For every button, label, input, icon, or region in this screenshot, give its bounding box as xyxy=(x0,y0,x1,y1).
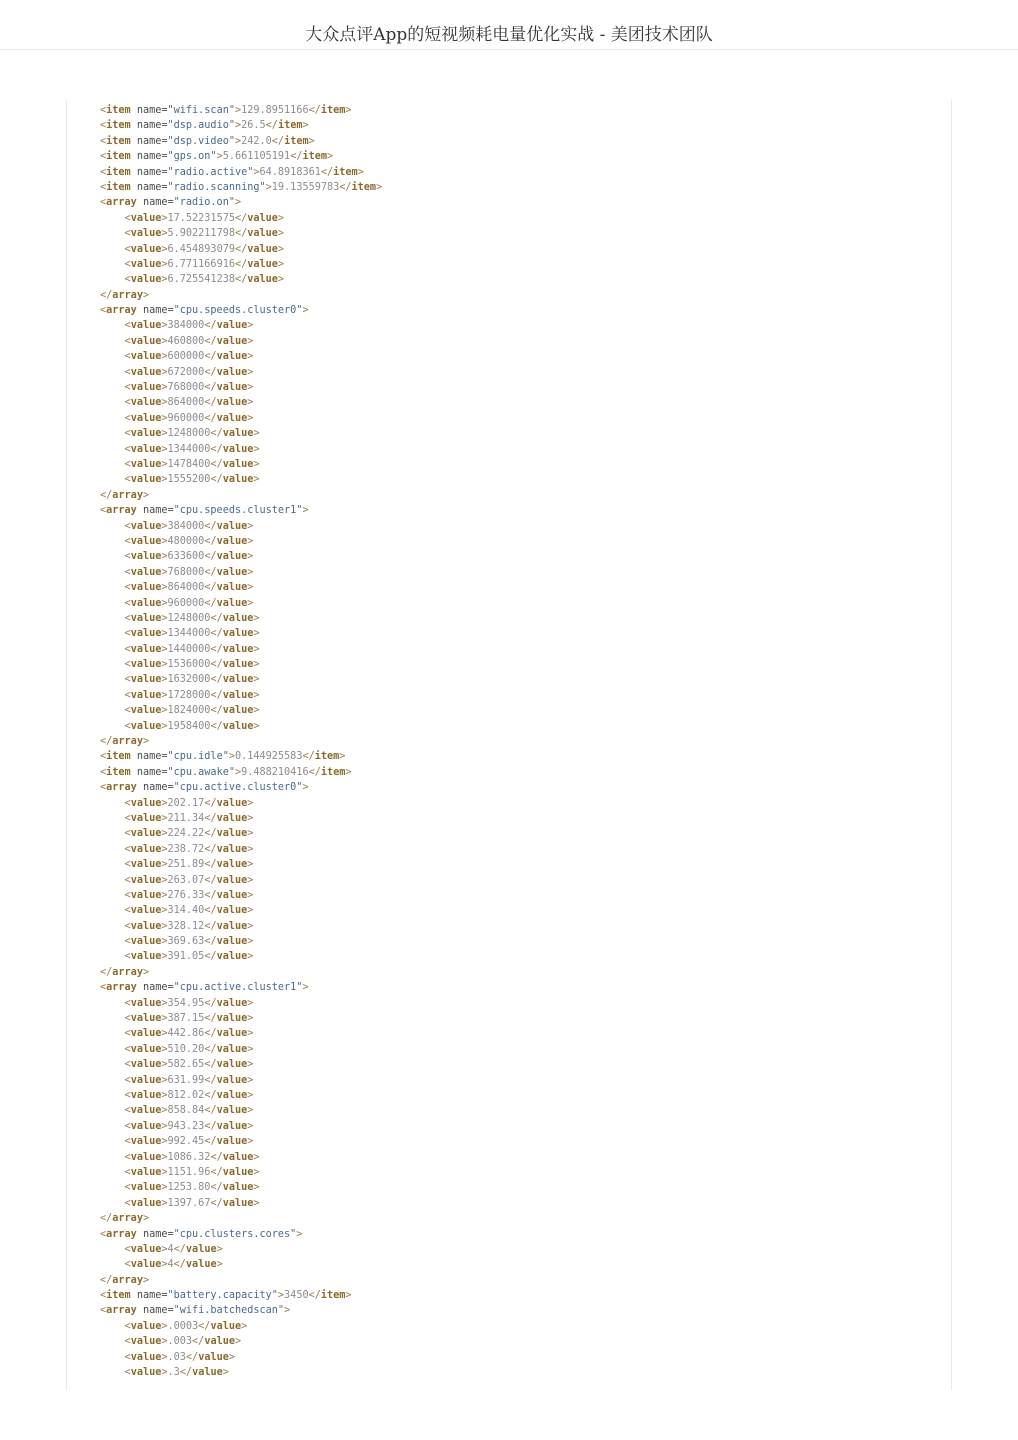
code-line: <value>6.725541238</value> xyxy=(124,274,285,286)
code-line: <value>510.20</value> xyxy=(124,1043,254,1055)
item-name: "dsp.audio" xyxy=(167,120,235,132)
value-text: 1824000 xyxy=(167,705,211,717)
value-text: 5.902211798 xyxy=(167,228,235,240)
code-line: </array> xyxy=(100,736,150,748)
value-text: 6.725541238 xyxy=(167,274,235,286)
code-line: <value>224.22</value> xyxy=(124,828,254,840)
code-line: <value>1440000</value> xyxy=(124,643,260,655)
value-text: 384000 xyxy=(167,320,205,332)
value-text: 1536000 xyxy=(167,659,211,671)
code-line: <value>768000</value> xyxy=(124,382,254,394)
code-line: <array name="cpu.active.cluster1"> xyxy=(100,982,309,994)
value-text: 1253.80 xyxy=(167,1182,211,1194)
code-line: <item name="dsp.audio">26.5</item> xyxy=(100,120,309,132)
value-text: 251.89 xyxy=(167,859,205,871)
value-text: 4 xyxy=(167,1259,174,1271)
code-line: <item name="dsp.video">242.0</item> xyxy=(100,135,315,147)
value-text: 960000 xyxy=(167,412,205,424)
value-text: 202.17 xyxy=(167,797,205,809)
array-name: "cpu.speeds.cluster0" xyxy=(173,305,303,317)
code-line: <value>960000</value> xyxy=(124,412,254,424)
code-line: <item name="radio.active">64.8918361</item> xyxy=(100,166,364,178)
item-name: "cpu.idle" xyxy=(167,751,229,763)
code-line: <value>387.15</value> xyxy=(124,1013,254,1025)
code-line: <value>328.12</value> xyxy=(124,920,254,932)
code-line: <value>4</value> xyxy=(124,1259,223,1271)
code-line: <value>480000</value> xyxy=(124,535,254,547)
item-value: 64.8918361 xyxy=(259,166,321,178)
code-line: <value>600000</value> xyxy=(124,351,254,363)
item-value: 26.5 xyxy=(241,120,266,132)
item-value: 0.144925583 xyxy=(234,751,303,763)
value-text: 6.454893079 xyxy=(167,243,235,255)
value-text: 768000 xyxy=(167,566,205,578)
item-name: "radio.scanning" xyxy=(167,181,266,193)
value-text: 17.52231575 xyxy=(167,212,235,224)
item-value: 19.13559783 xyxy=(271,181,340,193)
code-line: <item name="wifi.scan">129.8951166</item> xyxy=(100,105,352,116)
code-line: <array name="radio.on"> xyxy=(100,197,242,209)
value-text: 992.45 xyxy=(167,1136,205,1148)
page-title: 大众点评App的短视频耗电量优化实战 - 美团技术团队 xyxy=(305,25,713,45)
code-line: <array name="cpu.speeds.cluster1"> xyxy=(100,505,309,517)
value-text: 768000 xyxy=(167,382,205,394)
code-line: <value>1248000</value> xyxy=(124,612,260,624)
value-text: 1086.32 xyxy=(167,1151,211,1163)
code-line: <value>943.23</value> xyxy=(124,1120,254,1132)
value-text: 387.15 xyxy=(167,1013,205,1025)
code-line: <value>960000</value> xyxy=(124,597,254,609)
array-name: "cpu.active.cluster0" xyxy=(173,782,303,794)
code-line: <value>.0003</value> xyxy=(124,1320,248,1332)
array-name: "cpu.clusters.cores" xyxy=(173,1228,297,1240)
code-line: <value>314.40</value> xyxy=(124,905,254,917)
code-line: </array> xyxy=(100,289,150,301)
code-line: <value>369.63</value> xyxy=(124,936,254,948)
code-line: <item name="radio.scanning">19.13559783</item> xyxy=(100,181,383,193)
code-line: <value>17.52231575</value> xyxy=(124,212,285,224)
value-text: 224.22 xyxy=(167,828,205,840)
value-text: 354.95 xyxy=(167,997,205,1009)
code-line: <value>6.454893079</value> xyxy=(124,243,285,255)
value-text: 1632000 xyxy=(167,674,211,686)
value-text: 510.20 xyxy=(167,1043,205,1055)
item-value: 5.661105191 xyxy=(222,151,291,163)
code-line: </array> xyxy=(100,1274,150,1286)
value-text: 442.86 xyxy=(167,1028,205,1040)
value-text: 864000 xyxy=(167,582,205,594)
value-text: .03 xyxy=(167,1351,186,1363)
code-line: <value>354.95</value> xyxy=(124,997,254,1009)
value-text: 384000 xyxy=(167,520,205,532)
value-text: 858.84 xyxy=(167,1105,205,1117)
value-text: 864000 xyxy=(167,397,205,409)
code-line: <value>672000</value> xyxy=(124,366,254,378)
code-line: </array> xyxy=(100,489,150,501)
code-line: <array name="cpu.speeds.cluster0"> xyxy=(100,305,309,317)
code-line: <value>1478400</value> xyxy=(124,458,260,470)
code-line: <value>211.34</value> xyxy=(124,812,254,824)
value-text: 1248000 xyxy=(167,612,211,624)
code-line: <value>864000</value> xyxy=(124,397,254,409)
code-line: <array name="wifi.batchedscan"> xyxy=(100,1305,291,1317)
item-value: 9.488210416 xyxy=(241,766,309,778)
item-name: "radio.active" xyxy=(167,166,254,178)
array-name: "radio.on" xyxy=(173,197,235,209)
value-text: 600000 xyxy=(167,351,205,363)
value-text: 391.05 xyxy=(167,951,205,963)
array-name: "wifi.batchedscan" xyxy=(173,1305,285,1317)
code-line: </array> xyxy=(100,966,150,978)
value-text: 1728000 xyxy=(167,689,211,701)
code-line: <value>1958400</value> xyxy=(124,720,260,732)
value-text: 1440000 xyxy=(167,643,211,655)
code-line: <item name="gps.on">5.661105191</item> xyxy=(100,151,334,163)
value-text: 480000 xyxy=(167,535,205,547)
code-block xyxy=(66,100,952,1390)
value-text: 238.72 xyxy=(167,843,205,855)
value-text: 1555200 xyxy=(167,474,211,486)
code-line: <value>1397.67</value> xyxy=(124,1197,260,1209)
code-line: <value>1151.96</value> xyxy=(124,1166,260,1178)
code-line: <value>992.45</value> xyxy=(124,1136,254,1148)
code-line: <value>202.17</value> xyxy=(124,797,254,809)
code-line: <value>768000</value> xyxy=(124,566,254,578)
value-text: 211.34 xyxy=(167,812,205,824)
value-text: 1397.67 xyxy=(167,1197,211,1209)
item-name: "cpu.awake" xyxy=(167,766,235,778)
code-line: <value>263.07</value> xyxy=(124,874,254,886)
code-line: <value>.03</value> xyxy=(124,1351,235,1363)
value-text: 6.771166916 xyxy=(167,258,235,270)
code-line: <value>251.89</value> xyxy=(124,859,254,871)
item-name: "gps.on" xyxy=(167,151,217,163)
code-line: <value>1632000</value> xyxy=(124,674,260,686)
code-line: </array> xyxy=(100,1213,150,1225)
item-value: 129.8951166 xyxy=(241,105,309,116)
value-text: 276.33 xyxy=(167,889,205,901)
value-text: .003 xyxy=(167,1336,193,1348)
value-text: 4 xyxy=(167,1243,174,1255)
value-text: 1344000 xyxy=(167,628,211,640)
code-line: <value>391.05</value> xyxy=(124,951,254,963)
code-line: <value>582.65</value> xyxy=(124,1059,254,1071)
code-line: <value>5.902211798</value> xyxy=(124,228,285,240)
code-line: <value>1253.80</value> xyxy=(124,1182,260,1194)
code-line: <value>6.771166916</value> xyxy=(124,258,285,270)
value-text: 460800 xyxy=(167,335,205,347)
code-line: <value>384000</value> xyxy=(124,320,254,332)
code-line: <value>4</value> xyxy=(124,1243,223,1255)
code-line: <value>1344000</value> xyxy=(124,628,260,640)
code-line: <value>460800</value> xyxy=(124,335,254,347)
value-text: 582.65 xyxy=(167,1059,205,1071)
code-line: <value>1248000</value> xyxy=(124,428,260,440)
code-line: <array name="cpu.clusters.cores"> xyxy=(100,1228,303,1240)
page-header xyxy=(0,0,1018,50)
array-name: "cpu.active.cluster1" xyxy=(173,982,303,994)
code-line: <value>.003</value> xyxy=(124,1336,242,1348)
value-text: 631.99 xyxy=(167,1074,205,1086)
code-line: <value>238.72</value> xyxy=(124,843,254,855)
value-text: .3 xyxy=(167,1367,180,1379)
value-text: 1344000 xyxy=(167,443,211,455)
item-name: "dsp.video" xyxy=(167,135,235,147)
item-name: "wifi.scan" xyxy=(167,105,235,116)
value-text: 633600 xyxy=(167,551,205,563)
code-line: <value>1728000</value> xyxy=(124,689,260,701)
value-text: 1958400 xyxy=(167,720,211,732)
code-line: <value>1086.32</value> xyxy=(124,1151,260,1163)
value-text: 1248000 xyxy=(167,428,211,440)
code-line: <value>631.99</value> xyxy=(124,1074,254,1086)
value-text: 943.23 xyxy=(167,1120,205,1132)
code-line: <value>276.33</value> xyxy=(124,889,254,901)
item-value: 3450 xyxy=(284,1290,309,1302)
value-text: .0003 xyxy=(167,1320,199,1332)
item-name: "battery.capacity" xyxy=(167,1290,278,1302)
code-line: <value>858.84</value> xyxy=(124,1105,254,1117)
code-line: <value>384000</value> xyxy=(124,520,254,532)
value-text: 1478400 xyxy=(167,458,211,470)
code-line: <item name="cpu.idle">0.144925583</item> xyxy=(100,751,346,763)
code-line: <value>633600</value> xyxy=(124,551,254,563)
code-line: <item name="battery.capacity">3450</item> xyxy=(100,1290,352,1302)
code-lines xyxy=(100,103,382,1380)
code-line: <value>1536000</value> xyxy=(124,659,260,671)
code-line: <value>864000</value> xyxy=(124,582,254,594)
value-text: 314.40 xyxy=(167,905,205,917)
value-text: 960000 xyxy=(167,597,205,609)
code-line: <value>442.86</value> xyxy=(124,1028,254,1040)
code-line: <value>812.02</value> xyxy=(124,1090,254,1101)
value-text: 369.63 xyxy=(167,936,205,948)
value-text: 328.12 xyxy=(167,920,205,932)
value-text: 263.07 xyxy=(167,874,205,886)
item-value: 242.0 xyxy=(241,135,272,147)
array-name: "cpu.speeds.cluster1" xyxy=(173,505,303,517)
value-text: 672000 xyxy=(167,366,205,378)
code-line: <value>1344000</value> xyxy=(124,443,260,455)
code-line: <array name="cpu.active.cluster0"> xyxy=(100,782,309,794)
code-line: <value>1824000</value> xyxy=(124,705,260,717)
code-line: <value>.3</value> xyxy=(124,1367,229,1379)
code-line: <value>1555200</value> xyxy=(124,474,260,486)
value-text: 812.02 xyxy=(167,1090,205,1101)
code-line: <item name="cpu.awake">9.488210416</item> xyxy=(100,766,352,778)
value-text: 1151.96 xyxy=(167,1166,211,1178)
